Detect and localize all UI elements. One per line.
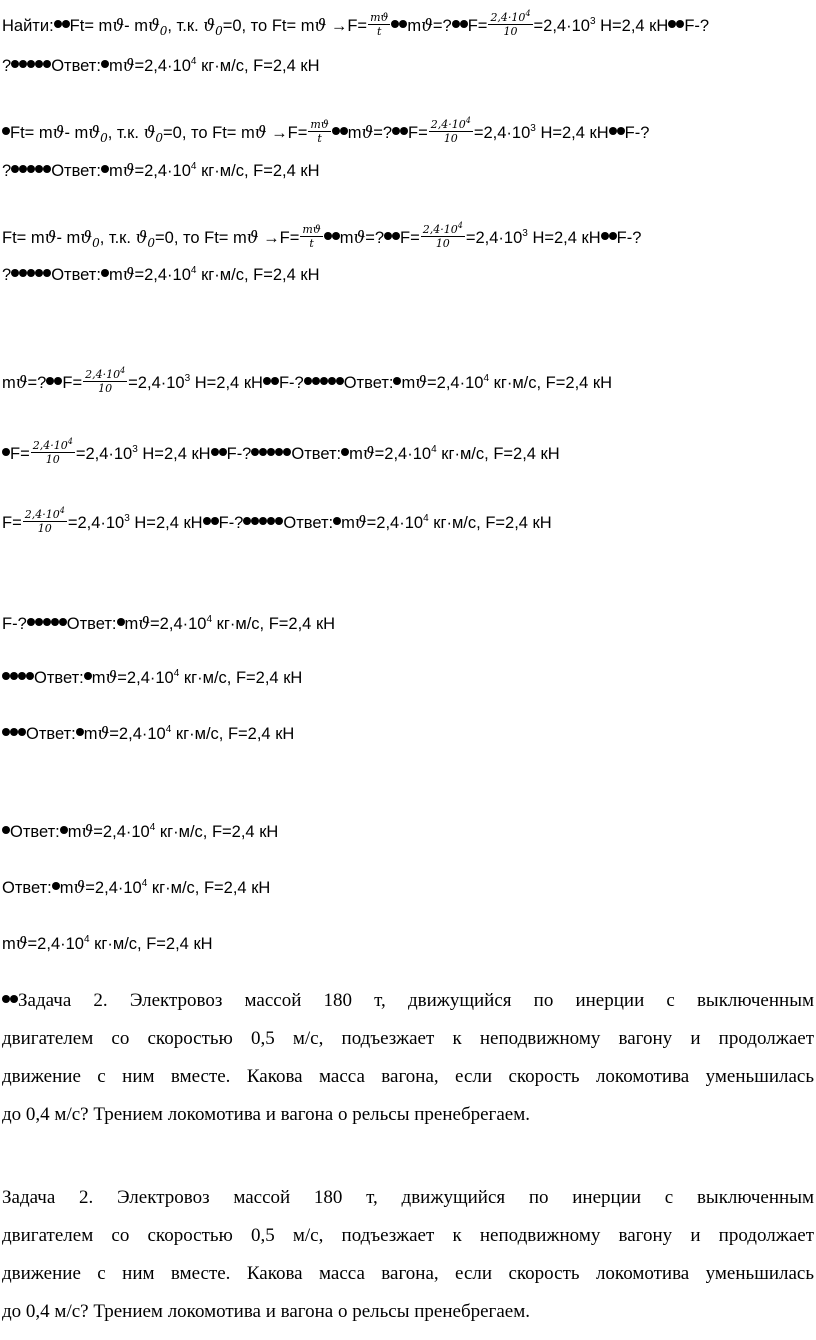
bullet-dot — [668, 20, 676, 28]
bullet-dot — [2, 672, 10, 680]
bullet-dot — [275, 448, 283, 456]
bullet-dot — [391, 20, 399, 28]
bullet-dot — [320, 377, 328, 385]
answer-line-8: Ответ: $mϑ=2,4\cdot 10^4$ кг·м/с, F=2,4 кН — [2, 668, 816, 688]
bullet-dot — [10, 995, 18, 1003]
answer-line-12: $mϑ=2,4\cdot 10^4$ кг·м/с, F=2,4 кН — [2, 934, 213, 953]
answer-line-9: Ответ: $mϑ=2,4\cdot 10^4$ кг·м/с, F=2,4 кН — [2, 724, 816, 744]
bullet-dot — [19, 165, 27, 173]
formula-line-1: Найти: Ft= mϑ- $mϑ_0$, т.к. $ϑ_0=0$, то Ft= mϑ →F= $\frac{mϑ}{t}$ mϑ=? F= $\frac{2,4\cdot 10^4}{10}$ $=2,4\cdot 10^3$ Н=2,4 кН F-? — [2, 9, 710, 38]
bullet-dot — [43, 269, 51, 277]
bullet-dot — [271, 377, 279, 385]
bullet-dot — [11, 60, 19, 68]
formula-line-4: mϑ=? F= $\frac{2,4\cdot 10^4}{10}$ $=2,4\cdot 10^3$ Н=2,4 кН F-? Ответ: $mϑ=2,4\cdot 10^4$ кг·м/с, F=2,4 кН — [2, 366, 613, 395]
answer-label: Ответ: — [51, 57, 101, 75]
bullet-dot — [84, 672, 92, 680]
bullet-dot — [267, 448, 275, 456]
bullet-dot — [2, 995, 10, 1003]
answer-line-10: Ответ: $mϑ=2,4\cdot 10^4$ кг·м/с, F=2,4 кН — [2, 822, 816, 842]
bullet-dot — [60, 826, 68, 834]
fraction-value: $\frac{2,4\cdot 10^4}{10}$ — [490, 9, 531, 38]
bullet-dot — [267, 517, 275, 525]
bullet-dot — [43, 165, 51, 173]
ft-label: Ft= m — [69, 16, 113, 35]
bullet-dot — [251, 448, 259, 456]
problem-2-line-3: движение с ним вместе. Какова масса вагона, если скорость локомотива уменьшилась — [2, 1263, 814, 1284]
answer-line-2: ? Ответ: $mϑ=2,4\cdot 10^4$ кг·м/с, F=2,4 кН — [2, 161, 320, 180]
bullet-dot — [46, 377, 54, 385]
bullet-dot — [27, 269, 35, 277]
bullet-dot — [211, 517, 219, 525]
bullet-dot — [18, 728, 26, 736]
bullet-dot — [324, 232, 332, 240]
formula-line-5: F= $\frac{2,4\cdot 10^4}{10}$ $=2,4\cdot 10^3$ Н=2,4 кН F-? Ответ: $mϑ=2,4\cdot 10^4$ кг·м/с, F=2,4 кН — [2, 441, 816, 468]
problem-2-line-4: до 0,4 м/с? Трением локомотива и вагона о рельсы пренебрегаем. — [2, 1301, 530, 1322]
bullet-dot — [609, 232, 617, 240]
bullet-dot — [259, 517, 267, 525]
formula-line-2: Ft= mϑ- $mϑ_0$, т.к. $ϑ_0=0$, то Ft= mϑ →F= $\frac{mϑ}{t}$ mϑ=? F= $\frac{2,4\cdot 10^4}{10}$ $=2,4\cdot 10^3$ Н=2,4 кН F-? — [2, 120, 816, 147]
bullet-dot — [11, 165, 19, 173]
bullet-dot — [35, 618, 43, 626]
bullet-dot — [341, 448, 349, 456]
bullet-dot — [259, 448, 267, 456]
bullet-dot — [19, 269, 27, 277]
bullet-dot — [400, 127, 408, 135]
bullet-dot — [2, 728, 10, 736]
bullet-dot — [43, 60, 51, 68]
bullet-dot — [59, 618, 67, 626]
answer-line-7: F-? Ответ: $mϑ=2,4\cdot 10^4$ кг·м/с, F=2,4 кН — [2, 614, 336, 633]
bullet-dot — [392, 232, 400, 240]
bullet-dot — [219, 448, 227, 456]
answer-line-11: Ответ: $mϑ=2,4\cdot 10^4$ кг·м/с, F=2,4 кН — [2, 878, 271, 897]
bullet-dot — [2, 127, 10, 135]
answer-line-3: ? Ответ: $mϑ=2,4\cdot 10^4$ кг·м/с, F=2,4 кН — [2, 265, 320, 284]
bullet-dot — [2, 448, 10, 456]
find-label: Найти: — [2, 16, 54, 35]
bullet-dot — [101, 60, 109, 68]
bullet-dot — [76, 728, 84, 736]
bullet-dot — [52, 882, 60, 890]
bullet-dot — [251, 517, 259, 525]
bullet-dot — [43, 618, 51, 626]
bullet-dot — [27, 165, 35, 173]
answer-line-1: ? Ответ: $mϑ=2,4\cdot 10^4$ кг·м/с, F=2,4 кН — [2, 56, 320, 75]
bullet-dot — [384, 232, 392, 240]
bullet-dot — [10, 672, 18, 680]
problem-1-line-4: до 0,4 м/с? Трением локомотива и вагона о рельсы пренебрегаем. — [2, 1104, 530, 1125]
bullet-dot — [51, 618, 59, 626]
fraction-mv-t: $\frac{mϑ}{t}$ — [370, 11, 389, 38]
bullet-dot — [19, 60, 27, 68]
bullet-dot — [336, 377, 344, 385]
bullet-dot — [18, 672, 26, 680]
bullet-dot — [333, 517, 341, 525]
bullet-dot — [452, 20, 460, 28]
bullet-dot — [101, 165, 109, 173]
bullet-dot — [27, 618, 35, 626]
bullet-dot — [211, 448, 219, 456]
bullet-dot — [263, 377, 271, 385]
bullet-dot — [392, 127, 400, 135]
bullet-dot — [54, 20, 62, 28]
bullet-dot — [304, 377, 312, 385]
bullet-dot — [2, 826, 10, 834]
bullet-dot — [10, 728, 18, 736]
bullet-dot — [26, 672, 34, 680]
bullet-dot — [312, 377, 320, 385]
bullet-dot — [332, 232, 340, 240]
problem-1-line-1: Задача 2. Электровоз массой 180 т, движущийся по инерции с выключенным — [2, 990, 814, 1012]
bullet-dot — [243, 517, 251, 525]
bullet-dot — [617, 127, 625, 135]
formula-line-3: Ft= mϑ- $mϑ_0$, т.к. $ϑ_0=0$, то Ft= mϑ →F= $\frac{mϑ}{t}$ mϑ=? F= $\frac{2,4\cdot 10^4}{10}$ $=2,4\cdot 10^3$ Н=2,4 кН F-? — [2, 221, 642, 250]
bullet-dot — [101, 269, 109, 277]
bullet-dot — [35, 269, 43, 277]
bullet-dot — [11, 269, 19, 277]
bullet-dot — [340, 127, 348, 135]
problem-2-line-2: двигателем со скоростью 0,5 м/с, подъезжает к неподвижному вагону и продолжает — [2, 1225, 814, 1246]
problem-1-line-2: двигателем со скоростью 0,5 м/с, подъезжает к неподвижному вагону и продолжает — [2, 1028, 814, 1049]
bullet-dot — [27, 60, 35, 68]
problem-2-line-1: Задача 2. Электровоз массой 180 т, движущийся по инерции с выключенным — [2, 1187, 814, 1208]
problem-1-line-3: движение с ним вместе. Какова масса вагона, если скорость локомотива уменьшилась — [2, 1066, 814, 1087]
bullet-dot — [117, 618, 125, 626]
bullet-dot — [460, 20, 468, 28]
bullet-dot — [328, 377, 336, 385]
bullet-dot — [609, 127, 617, 135]
bullet-dot — [62, 20, 70, 28]
bullet-dot — [203, 517, 211, 525]
bullet-dot — [35, 165, 43, 173]
bullet-dot — [332, 127, 340, 135]
formula-line-6: F= $\frac{2,4\cdot 10^4}{10}$ $=2,4\cdot 10^3$ Н=2,4 кН F-? Ответ: $mϑ=2,4\cdot 10^4$ кг·м/с, F=2,4 кН — [2, 506, 552, 535]
bullet-dot — [35, 60, 43, 68]
bullet-dot — [601, 232, 609, 240]
